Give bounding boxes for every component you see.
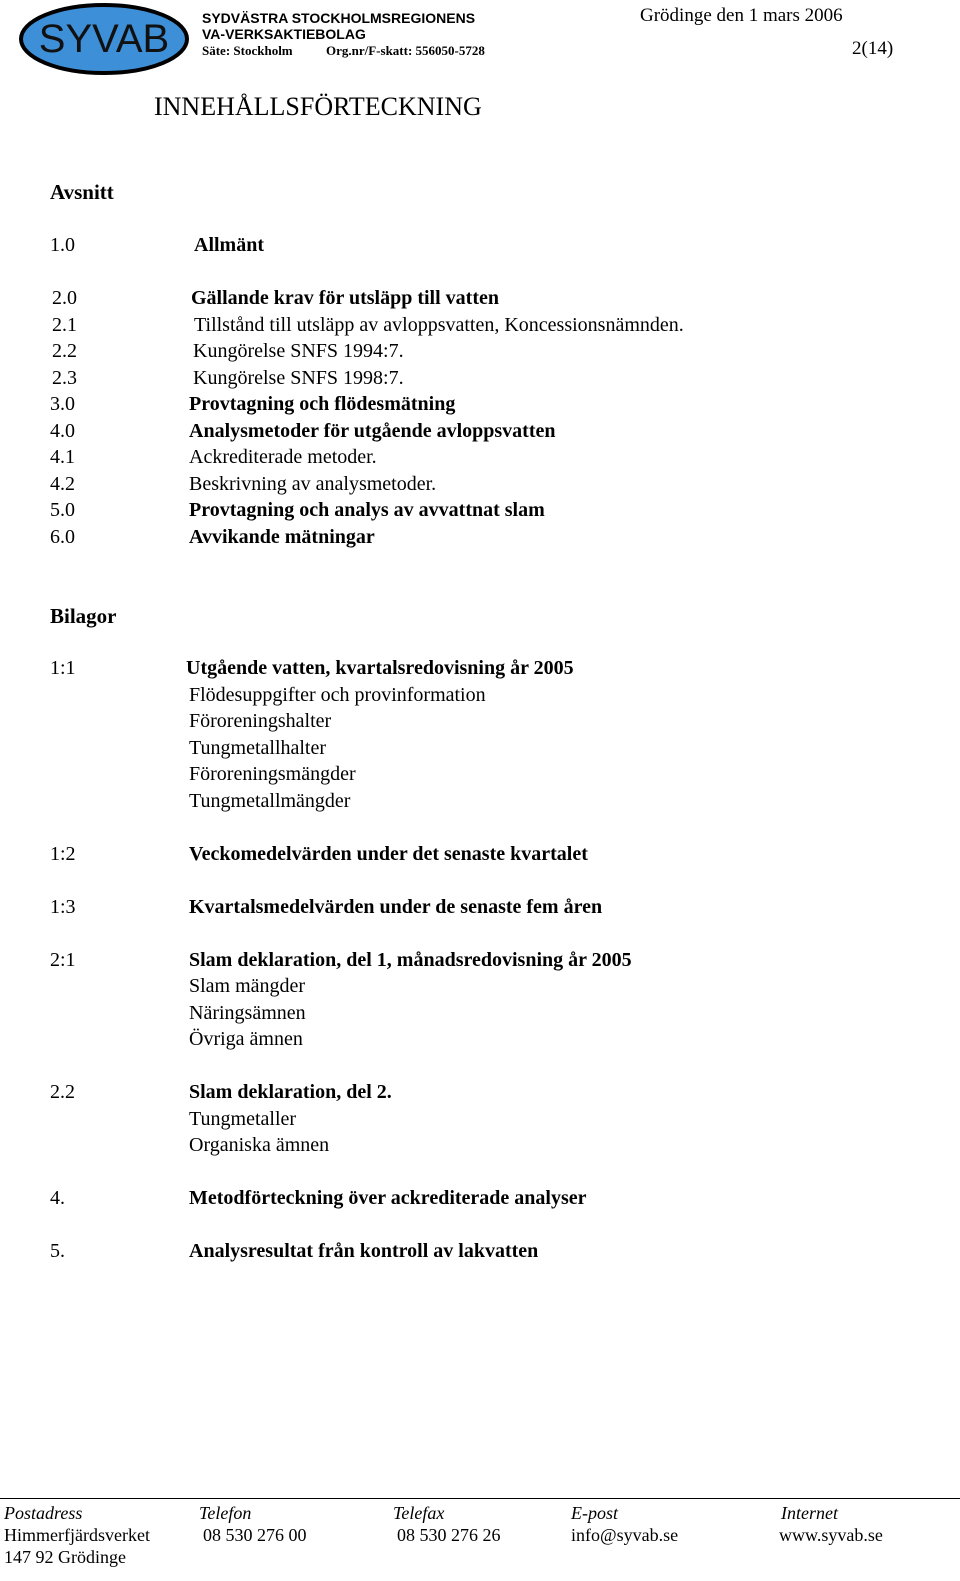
toc-entry: Kungörelse SNFS 1994:7. [193,340,404,362]
bilagor-heading: Bilagor [50,604,117,628]
appendix-subitem: Tungmetallmängder [189,790,351,812]
toc-number: 2.0 [52,287,77,309]
appendix-subitem: Tungmetallhalter [189,737,327,759]
appendix-subitem: Tungmetaller [189,1108,297,1130]
toc-number: 6.0 [50,526,75,548]
toc-number: 5.0 [50,499,75,521]
appendix-number: 1:2 [50,843,76,865]
footer-email-link[interactable]: info@syvab.se [571,1525,679,1545]
syvab-logo [18,2,190,76]
toc-number: 4.2 [50,473,75,495]
appendix-subitem: Slam mängder [189,975,306,997]
toc-entry: Tillstånd till utsläpp av avloppsvatten, Koncessionsnämnden. [194,314,684,336]
appendix-number: 1:1 [50,657,76,679]
toc-number: 2.1 [52,314,77,336]
appendix-subitem: Näringsämnen [189,1002,306,1024]
toc-number: 4.1 [50,446,75,468]
appendix-entry: Utgående vatten, kvartalsredovisning år 2005 [186,657,574,679]
avsnitt-heading: Avsnitt [50,180,114,204]
toc-entry: Ackrediterade metoder. [189,446,377,468]
appendix-subitem: Föroreningsmängder [189,763,356,785]
toc-entry: Provtagning och analys av avvattnat slam [189,499,545,521]
toc-entry: Avvikande mätningar [189,526,375,548]
appendix-number: 1:3 [50,896,76,918]
appendix-subitem: Föroreningshalter [189,710,332,732]
appendix-entry: Analysresultat från kontroll av lakvatten [189,1240,539,1262]
company-seat: Säte: Stockholm [202,43,293,58]
appendix-number: 4. [50,1187,65,1209]
toc-number: 4.0 [50,420,75,442]
footer-website-link[interactable]: www.syvab.se [779,1525,883,1545]
footer-label-epost: E-post [571,1503,618,1523]
footer-address-line1: Himmerfjärdsverket [4,1525,150,1545]
logo-text: SYVAB [38,17,170,61]
toc-number: 2.3 [52,367,77,389]
company-orgnr: Org.nr/F-skatt: 556050-5728 [326,43,485,58]
toc-entry: Allmänt [194,234,264,256]
appendix-number: 2:1 [50,949,76,971]
appendix-entry: Veckomedelvärden under det senaste kvartalet [189,843,588,865]
company-name-line2: VA-VERKSAKTIEBOLAG [202,26,366,42]
document-date: Grödinge den 1 mars 2006 [640,5,843,26]
appendix-entry: Slam deklaration, del 2. [189,1081,392,1103]
appendix-subitem: Övriga ämnen [189,1028,303,1050]
footer-label-internet: Internet [781,1503,838,1523]
appendix-subitem: Organiska ämnen [189,1134,330,1156]
footer-divider [0,1498,960,1499]
toc-entry: Gällande krav för utsläpp till vatten [191,287,499,309]
appendix-subitem: Flödesuppgifter och provinformation [189,684,486,706]
footer-label-telefon: Telefon [199,1503,252,1523]
appendix-entry: Metodförteckning över ackrediterade analyser [189,1187,587,1209]
footer-label-telefax: Telefax [393,1503,445,1523]
toc-entry: Beskrivning av analysmetoder. [189,473,437,495]
toc-number: 1.0 [50,234,75,256]
page-number: 2(14) [852,38,894,59]
appendix-number: 5. [50,1240,65,1262]
footer-telefax: 08 530 276 26 [397,1525,501,1545]
toc-entry: Provtagning och flödesmätning [189,393,456,415]
footer-address-line2: 147 92 Grödinge [4,1547,126,1567]
appendix-entry: Slam deklaration, del 1, månadsredovisning år 2005 [189,949,632,971]
toc-number: 3.0 [50,393,75,415]
toc-number: 2.2 [52,340,77,362]
toc-entry: Kungörelse SNFS 1998:7. [193,367,404,389]
page-title: INNEHÅLLSFÖRTECKNING [154,92,482,121]
footer-label-postadress: Postadress [4,1503,83,1523]
company-name-line1: SYDVÄSTRA STOCKHOLMSREGIONENS [202,10,476,26]
appendix-entry: Kvartalsmedelvärden under de senaste fem åren [189,896,603,918]
toc-entry: Analysmetoder för utgående avloppsvatten [189,420,556,442]
footer-telefon: 08 530 276 00 [203,1525,307,1545]
appendix-number: 2.2 [50,1081,75,1103]
